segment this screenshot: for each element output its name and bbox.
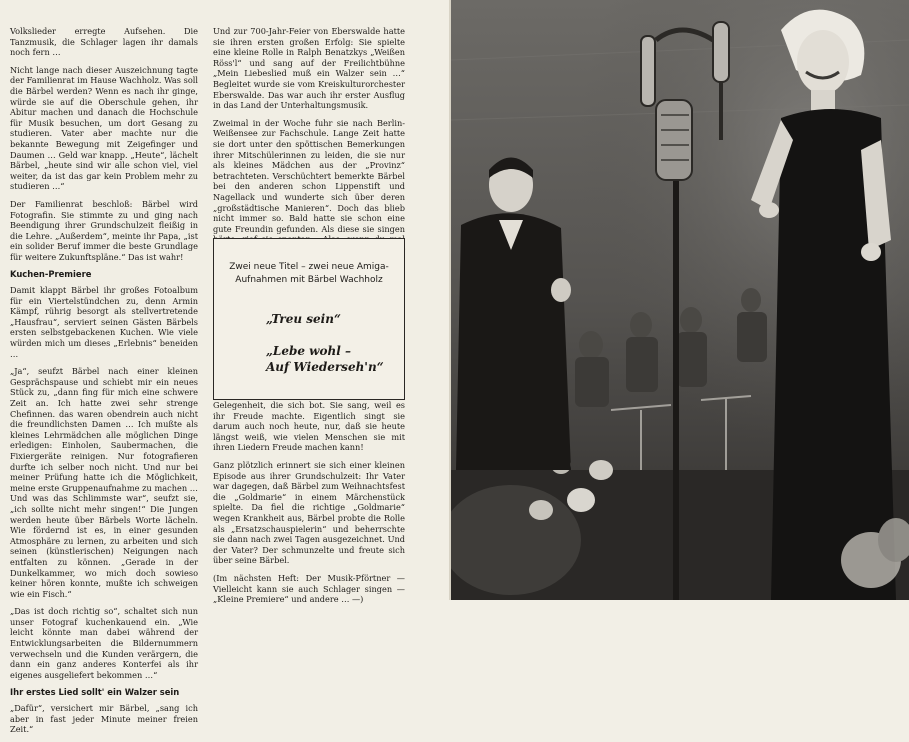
paragraph: Damit klappt Bärbel ihr großes Fotoalbum für ein Viertelstündchen zu, denn Armin Kämpf, rührig besorgt als stellvertretende „Hausfrau“, serviert seinen Gästen Bärbels ersten selbstgebackenen Kuchen. Wie viele würden mich um dieses „Erlebnis“ beneiden …	[10, 285, 198, 359]
stage-photo-illustration	[451, 0, 909, 600]
section-heading: Kuchen-Premiere	[10, 269, 92, 280]
paragraph: (Im nächsten Heft: Der Musik-Pförtner — Vielleicht kann sie auch Schlager singen — „Kleine Premiere“ und andere … —)	[213, 572, 405, 605]
release-info-box	[213, 238, 405, 400]
song-title-2-line-2: Auf Wiederseh'n“	[266, 360, 384, 374]
song-title-2	[266, 343, 384, 375]
paragraph: Ganz plötzlich erinnert sie sich einer kleinen Episode aus ihrer Grundschulzeit: Ihr Vater war dagegen, daß Bärbel zum Weihnachtsfest die „Goldmarie“ in einem Märchenstück spielte. Da fiel die richtige „Goldmarie“ wegen Krankheit aus, Bärbel probte die Rolle als „Ersatzschauspielerin“ und beherrschte sie dann nach zwei Tagen ausgezeichnet. Und der Vater? Der schmunzelte und freute sich über seine Bärbel.	[213, 459, 405, 566]
paragraph: Der Familienrat beschloß: Bärbel wird Fotografin. Sie stimmte zu und ging nach Beendigung ihrer Grundschulzeit fleißig in die Lehre. „Außerdem“, meinte ihr Papa, „ist ein solider Beruf immer die beste Grundlage für weitere Zukunftspläne.“ Das ist wahr!	[10, 198, 198, 262]
paragraph: Volkslieder erregte Aufsehen. Die Tanzmusik, die Schlager lagen ihr damals noch fern …	[10, 26, 198, 58]
paragraph: Gelegenheit, die sich bot. Sie sang, weil es ihr Freude machte. Eigentlich singt sie darum auch noch heute, nur, daß sie heute längst weiß, wie vielen Menschen sie mit ihren Liedern Freude machen kann!	[213, 400, 405, 453]
paragraph: Zweimal in der Woche fuhr sie nach Berlin-Weißensee zur Fachschule. Lange Zeit hatte sie dort unter den spöttischen Bemerkungen ihrer Mitschülerinnen zu leiden, die sie nur als kleines Mädchen aus der „Provinz“ betrachteten. Verschüchtert bemerkte Bärbel bei den anderen schon Lippenstift und Nagellack und wunderte sich über deren „großstädtische Manieren“. Doch das blieb nicht immer so. Bald hatte sie schon eine gute Freundin gefunden. Als diese sie singen	[213, 117, 405, 234]
paragraph: „Das ist doch richtig so“, schaltet sich nun unser Fotograf kuchenkauend ein. „Wie leicht könnte man dabei während der Entwicklungsarbeiten die Bildernummern verwechseln und die Kunden verärgern, die dann ein ganz anderes Konterfei als ihr eigenes ausgeliefert bekommen …“	[10, 606, 198, 680]
text-column-2-continued	[213, 400, 405, 612]
left-page	[0, 0, 450, 735]
concert-photo	[451, 0, 909, 600]
text-column-1	[10, 26, 198, 742]
paragraph: Nicht lange nach dieser Auszeichnung tagte der Familienrat im Hause Wachholz. Was soll die Bärbel werden? Wenn es nach ihr ginge, würde sie auf die Oberschule gehen, ihr Abitur machen und danach die Hochschule für Musik besuchen, um dort Gesang zu studieren. Vater aber machte nur die bekannte Bewegung mit Zeigefinger und Daumen … Geld war knapp. „Heute“, lächelt Bärbel, „heute sind wir alle schon viel, viel weiter, da ist das gar kein Problem mehr zu studieren …“	[10, 64, 198, 192]
song-title-2-line-1: „Lebe wohl –	[266, 344, 351, 358]
section-heading: Ihr erstes Lied sollt' ein Walzer sein	[10, 687, 180, 698]
text-column-2	[213, 26, 405, 273]
song-title-1: „Treu sein“	[266, 312, 341, 326]
paragraph: Und zur 700-Jahr-Feier von Eberswalde hatte sie ihren ersten großen Erfolg: Sie spielte eine kleine Rolle in Ralph Benatzkys „Weißen Röss'l“ und sang auf der Freilichtbühne „Mein Liebeslied muß ein Walzer sein …“ Begleitet wurde sie vom Kreiskulturorchester Eberswalde. Das war auch ihr erster Ausflug in das Land der Unterhaltungsmusik.	[213, 26, 405, 111]
paragraph: „Ja“, seufzt Bärbel nach einer kleinen Gesprächspause und schiebt mir ein neues Stück zu, „dann fing für mich eine schwere Zeit an. Ich hatte zwei sehr strenge Chefinnen. das waren obendrein auch nicht die freundlichsten Damen … Ich mußte als kleines Lehrmädchen alle möglichen Dinge erledigen: Einholen, Saubermachen, die Fixiergeräte reinigen. Nur fotografieren durfte ich selber noch nicht. Und nur bei meiner Prüfung hatte ich die Möglichkeit, meine erste Gruppenaufnahme zu machen … Und was das Schlimmste war“, seufzt sie, „ich sollte nicht mehr singen!“ Die Jungen werden heute über Bärbels Worte lächeln. Wie fördernd ist es, in einer gesunden Atmosphäre zu lernen, zu arbeiten und sich seinen (künstlerischen) Neigungen nach entfalten zu können. „Gerade in der Dunkelkammer, wo mich doch sowieso keiner hören konnte, mußte ich schweigen wie ein Fisch.“	[10, 366, 198, 599]
box-headline: Zwei neue Titel – zwei neue Amiga-Aufnahmen mit Bärbel Wachholz	[229, 262, 389, 285]
paragraph: „Dafür“, versichert mir Bärbel, „sang ich aber in fast jeder Minute meiner freien Zeit.“	[10, 703, 198, 735]
